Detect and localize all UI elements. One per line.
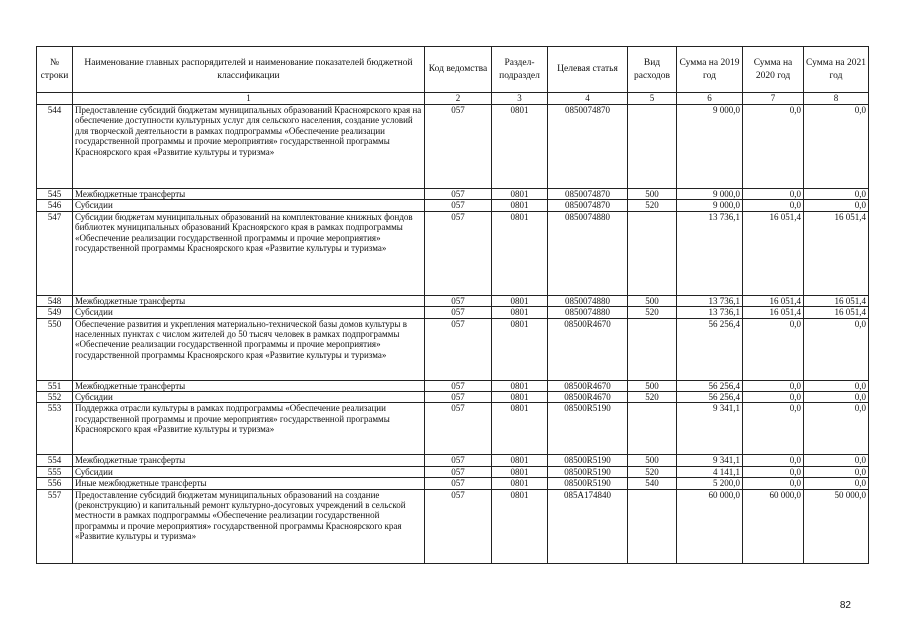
row-sum-2021: 0,0 [804, 200, 869, 211]
row-section: 0801 [492, 211, 548, 295]
row-code: 057 [425, 392, 492, 403]
row-target: 08500R4670 [548, 318, 628, 380]
row-sum-2020: 16 051,4 [743, 307, 804, 318]
row-code: 057 [425, 189, 492, 200]
row-sum-2019: 13 736,1 [677, 211, 743, 295]
row-sum-2021: 0,0 [804, 380, 869, 391]
row-sum-2021: 0,0 [804, 478, 869, 489]
row-sum-2021: 16 051,4 [804, 295, 869, 306]
header-sum-2021: Сумма на 2021 год [804, 47, 869, 93]
row-sum-2020: 0,0 [743, 455, 804, 466]
column-number [37, 93, 73, 105]
row-sum-2019: 56 256,4 [677, 318, 743, 380]
row-name: Субсидии бюджетам муниципальных образований на комплектование книжных фондов библиотек муниципальных образований Красноярского края в рамках подпрограммы «Обеспечение реализации государственной программы и прочие мероприятия» государственной программы Красноярского края «Развитие культуры и туризма» [73, 211, 425, 295]
table-row [37, 307, 869, 318]
row-sum-2020: 0,0 [743, 478, 804, 489]
header-sum-2020: Сумма на 2020 год [743, 47, 804, 93]
table-row [37, 189, 869, 200]
row-target: 085A174840 [548, 489, 628, 563]
row-name: Межбюджетные трансферты [73, 295, 425, 306]
column-number: 6 [677, 93, 743, 105]
row-kind: 500 [628, 455, 677, 466]
row-name: Субсидии [73, 392, 425, 403]
row-code: 057 [425, 455, 492, 466]
row-code: 057 [425, 318, 492, 380]
row-code: 057 [425, 211, 492, 295]
table-row [37, 105, 869, 189]
row-target: 0850074870 [548, 200, 628, 211]
row-section: 0801 [492, 189, 548, 200]
row-sum-2020: 60 000,0 [743, 489, 804, 563]
row-sum-2019: 9 000,0 [677, 189, 743, 200]
header-name: Наименование главных распорядителей и наименование показателей бюджетной классификации [73, 47, 425, 93]
row-sum-2020: 0,0 [743, 189, 804, 200]
header-section: Раздел-подраздел [492, 47, 548, 93]
row-kind: 500 [628, 380, 677, 391]
row-number: 552 [37, 392, 73, 403]
row-number: 549 [37, 307, 73, 318]
row-kind: 520 [628, 392, 677, 403]
row-section: 0801 [492, 200, 548, 211]
row-target: 0850074880 [548, 295, 628, 306]
row-code: 057 [425, 105, 492, 189]
budget-table [36, 46, 869, 564]
table-row [37, 478, 869, 489]
row-sum-2020: 0,0 [743, 466, 804, 477]
column-number: 4 [548, 93, 628, 105]
table-row [37, 392, 869, 403]
row-name: Поддержка отрасли культуры в рамках подпрограммы «Обеспечение реализации государственной программы и прочие мероприятия» государственной программы Красноярского края «Развитие культуры и туризма» [73, 403, 425, 455]
row-number: 554 [37, 455, 73, 466]
row-sum-2020: 16 051,4 [743, 295, 804, 306]
row-sum-2020: 0,0 [743, 318, 804, 380]
row-sum-2020: 0,0 [743, 380, 804, 391]
page-number: 82 [839, 600, 851, 611]
row-number: 555 [37, 466, 73, 477]
row-sum-2020: 0,0 [743, 105, 804, 189]
column-number: 8 [804, 93, 869, 105]
row-sum-2019: 13 736,1 [677, 307, 743, 318]
row-number: 544 [37, 105, 73, 189]
row-name: Межбюджетные трансферты [73, 380, 425, 391]
row-target: 0850074880 [548, 307, 628, 318]
row-target: 08500R5190 [548, 455, 628, 466]
row-sum-2021: 0,0 [804, 318, 869, 380]
row-sum-2021: 0,0 [804, 466, 869, 477]
row-section: 0801 [492, 489, 548, 563]
header-sum-2019: Сумма на 2019 год [677, 47, 743, 93]
row-name: Субсидии [73, 200, 425, 211]
table-body [37, 105, 869, 564]
row-kind [628, 211, 677, 295]
row-sum-2020: 0,0 [743, 200, 804, 211]
row-name: Субсидии [73, 307, 425, 318]
row-kind [628, 318, 677, 380]
row-name: Субсидии [73, 466, 425, 477]
row-sum-2019: 13 736,1 [677, 295, 743, 306]
row-number: 556 [37, 478, 73, 489]
row-name: Межбюджетные трансферты [73, 189, 425, 200]
row-sum-2019: 9 341,1 [677, 403, 743, 455]
row-sum-2020: 0,0 [743, 403, 804, 455]
row-kind: 500 [628, 295, 677, 306]
row-sum-2020: 16 051,4 [743, 211, 804, 295]
row-sum-2021: 16 051,4 [804, 307, 869, 318]
column-number: 1 [73, 93, 425, 105]
row-number: 550 [37, 318, 73, 380]
row-kind: 520 [628, 466, 677, 477]
row-sum-2019: 60 000,0 [677, 489, 743, 563]
table-row [37, 455, 869, 466]
row-number: 557 [37, 489, 73, 563]
row-code: 057 [425, 489, 492, 563]
row-section: 0801 [492, 380, 548, 391]
row-number: 546 [37, 200, 73, 211]
row-code: 057 [425, 307, 492, 318]
row-name: Предоставление субсидий бюджетам муниципальных образований Красноярского края на обеспечение доступности культурных услуг для сельского населения, создание условий для творческой деятельности в рамках подпрограммы «Обеспечение реализации государственной программы и прочие мероприятия» государственной программы Красноярского края «Развитие культуры и туризма» [73, 105, 425, 189]
row-name: Предоставление субсидий бюджетам муниципальных образований на создание (реконструкцию) и капитальный ремонт культурно-досуговых учреждений в сельской местности в рамках подпрограммы «Обеспечение реализации государственной программы и прочие мероприятия» государственной программы Красноярского края «Развитие культуры и туризма» [73, 489, 425, 563]
row-sum-2019: 56 256,4 [677, 380, 743, 391]
row-target: 08500R5190 [548, 478, 628, 489]
row-section: 0801 [492, 392, 548, 403]
row-name: Иные межбюджетные трансферты [73, 478, 425, 489]
row-sum-2019: 9 000,0 [677, 200, 743, 211]
row-section: 0801 [492, 105, 548, 189]
row-kind: 520 [628, 200, 677, 211]
row-kind: 520 [628, 307, 677, 318]
row-target: 08500R5190 [548, 466, 628, 477]
column-number: 2 [425, 93, 492, 105]
row-section: 0801 [492, 307, 548, 318]
row-kind: 540 [628, 478, 677, 489]
row-section: 0801 [492, 455, 548, 466]
row-number: 548 [37, 295, 73, 306]
row-number: 551 [37, 380, 73, 391]
row-code: 057 [425, 403, 492, 455]
table-row [37, 489, 869, 563]
row-section: 0801 [492, 318, 548, 380]
row-name: Межбюджетные трансферты [73, 455, 425, 466]
header-code: Код ведомства [425, 47, 492, 93]
row-name: Обеспечение развития и укрепления материально-технической базы домов культуры в населенных пунктах с числом жителей до 50 тысяч человек в рамках подпрограммы «Обеспечение реализации государственной программы и прочие мероприятия» государственной программы Красноярского края «Развитие культуры и туризма» [73, 318, 425, 380]
row-section: 0801 [492, 403, 548, 455]
row-number: 553 [37, 403, 73, 455]
row-sum-2021: 0,0 [804, 455, 869, 466]
row-kind [628, 489, 677, 563]
row-sum-2021: 0,0 [804, 392, 869, 403]
row-number: 547 [37, 211, 73, 295]
row-sum-2021: 0,0 [804, 403, 869, 455]
row-number: 545 [37, 189, 73, 200]
row-code: 057 [425, 380, 492, 391]
row-kind [628, 105, 677, 189]
row-sum-2021: 0,0 [804, 189, 869, 200]
row-target: 08500R5190 [548, 403, 628, 455]
row-target: 0850074880 [548, 211, 628, 295]
row-sum-2019: 9 000,0 [677, 105, 743, 189]
row-kind: 500 [628, 189, 677, 200]
budget-table-sheet [36, 46, 868, 564]
row-kind [628, 403, 677, 455]
row-sum-2021: 16 051,4 [804, 211, 869, 295]
row-target: 0850074870 [548, 105, 628, 189]
table-row [37, 200, 869, 211]
row-sum-2019: 9 341,1 [677, 455, 743, 466]
header-no: № строки [37, 47, 73, 93]
table-row [37, 403, 869, 455]
row-sum-2019: 4 141,1 [677, 466, 743, 477]
row-target: 08500R4670 [548, 392, 628, 403]
column-number-row [37, 93, 869, 105]
column-number: 7 [743, 93, 804, 105]
row-sum-2020: 0,0 [743, 392, 804, 403]
table-row [37, 466, 869, 477]
header-row [37, 47, 869, 93]
header-kind: Вид расходов [628, 47, 677, 93]
table-row [37, 295, 869, 306]
row-sum-2021: 0,0 [804, 105, 869, 189]
row-sum-2019: 56 256,4 [677, 392, 743, 403]
row-target: 0850074870 [548, 189, 628, 200]
row-target: 08500R4670 [548, 380, 628, 391]
row-section: 0801 [492, 295, 548, 306]
row-section: 0801 [492, 478, 548, 489]
table-row [37, 380, 869, 391]
table-row [37, 211, 869, 295]
row-code: 057 [425, 466, 492, 477]
row-code: 057 [425, 200, 492, 211]
column-number: 3 [492, 93, 548, 105]
column-number: 5 [628, 93, 677, 105]
table-row [37, 318, 869, 380]
row-code: 057 [425, 295, 492, 306]
header-target: Целевая статья [548, 47, 628, 93]
row-code: 057 [425, 478, 492, 489]
row-sum-2019: 5 200,0 [677, 478, 743, 489]
row-sum-2021: 50 000,0 [804, 489, 869, 563]
row-section: 0801 [492, 466, 548, 477]
